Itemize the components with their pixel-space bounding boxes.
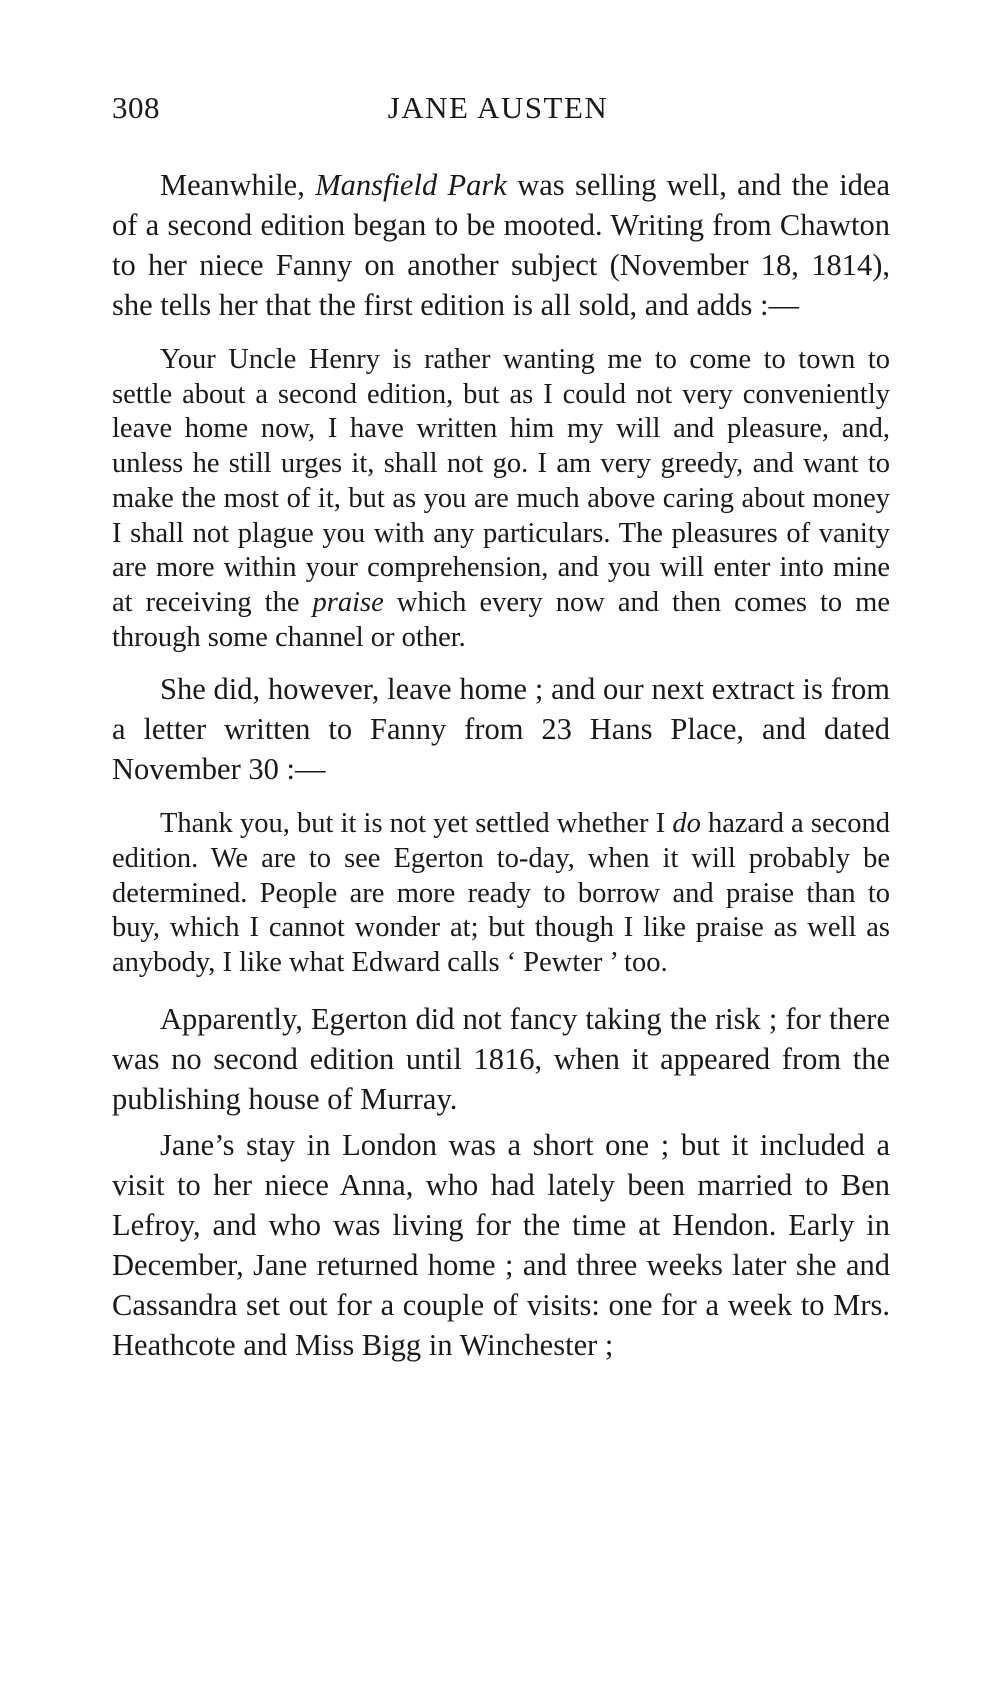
- paragraph-mansfield-park-selling: [112, 165, 890, 325]
- paragraph-text: Meanwhile,: [160, 168, 316, 202]
- quote-text: hazard a second edition. We are to see Egerton to-day, when it will probably be determined. People are more ready to borrow and praise than to buy, which I cannot wonder at; but though I like praise as well as anybody, I like what Edward calls ‘ Pewter ’ too.: [112, 808, 890, 979]
- quote-text: Thank you, but it is not yet settled whether I: [160, 808, 673, 840]
- italic-book-title: Mansfield Park: [315, 168, 507, 202]
- quoted-letter-uncle-henry: [112, 343, 890, 655]
- quoted-letter-egerton: [112, 807, 890, 981]
- paragraph-leave-home: She did, however, leave home ; and our next extract is from a letter written to Fanny from 23 Hans Place, and dated November 30 :—: [112, 672, 890, 787]
- running-title: JANE AUSTEN: [387, 90, 609, 125]
- italic-word-do: do: [672, 808, 701, 840]
- quote-text: which every now and then comes to me through some channel or other.: [112, 586, 890, 653]
- italic-word-praise: praise: [312, 586, 384, 618]
- page-number: 308: [112, 90, 160, 125]
- paragraph-second-edition-murray: Apparently, Egerton did not fancy taking the risk ; for there was no second edition until 1816, when it appeared from the publishing house of Murray.: [112, 1001, 890, 1116]
- paragraph-london-stay: Jane’s stay in London was a short one ; but it included a visit to her niece Anna, who had lately been married to Ben Lefroy, and who was living for the time at Hendon. Early in December, Jane returned home ; and three weeks later she and Cassandra set out for a couple of visits: one for a week to Mrs. Heathcote and Miss Bigg in Winchester ;: [112, 1127, 890, 1362]
- body-text: [112, 165, 890, 1365]
- running-head: [112, 90, 884, 140]
- paragraph-text: was selling well, and the idea of a second edition began to be mooted. Writing from Chawton to her niece Fanny on another subject (November 18, 1814), she tells her that the first edition is all sold, and adds :—: [112, 168, 890, 322]
- quote-text: Your Uncle Henry is rather wanting me to come to town to settle about a second edition, but as I could not very conveniently leave home now, I have written him my will and pleasure, and, unless he still urges it, shall not go. I am very greedy, and want to make the most of it, but as you are much above caring about money I shall not plague you with any particulars. The pleasures of vanity are more within your comprehension, and you will enter into mine at receiving the: [112, 344, 890, 618]
